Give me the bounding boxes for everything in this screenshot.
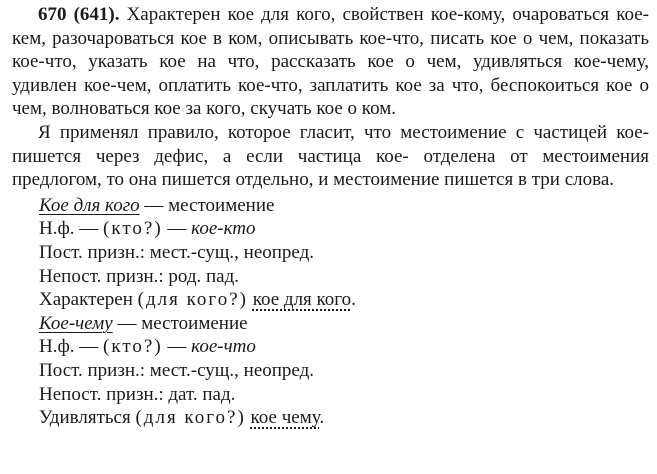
analysis-2-syntax-head: Удивляться: [39, 407, 136, 429]
analysis-2-syntax-question: (для кого?): [135, 407, 246, 429]
analysis-2-title: [39, 312, 649, 336]
analysis-1-syntax-end: .: [351, 289, 356, 311]
exercise-task-text: Характерен кое для кого, свойствен кое-кому, очароваться кое-кем, разочароваться кое в ком, описывать кое-что, писать кое о чем, показать кое-что, указать кое на что, рассказать кое о чем, удивляться кое-чему, удивлен кое-чем, оплатить кое-что, заплатить кое за что, беспокоиться кое о чем, волноваться кое за кого, скучать кое о ком.: [12, 4, 650, 120]
analysis-1-nf-form: кое-кто: [191, 218, 256, 240]
analysis-1-nf-question: (кто?): [103, 218, 163, 240]
analysis-2-pos: — местоимение: [112, 312, 248, 334]
analysis-1-syntax-question: (для кого?): [137, 289, 248, 311]
analysis-1-nf-label: Н.ф. —: [39, 218, 104, 240]
analysis-2-nf-label: Н.ф. —: [39, 336, 104, 358]
analysis-2-syntax: [39, 406, 649, 430]
analysis-1-syntax: [39, 288, 649, 312]
analysis-1-variable-features: Непост. призн.: род. пад.: [39, 265, 240, 287]
analysis-1-initial-form: [39, 217, 649, 241]
analysis-2-variable-features: Непост. призн.: дат. пад.: [39, 383, 236, 405]
analysis-2-word: Кое-чему: [39, 312, 113, 334]
analysis-1-nf-dash: —: [162, 218, 192, 240]
analysis-2-syntax-end: .: [319, 407, 325, 429]
rule-paragraph: Я применял правило, которое гласит, что местоимение с частицей кое- пишется через дефис, а если частица кое- отделена от местоимения предлогом, то она пишется отдельно, и местоимение пишется в три слова.: [12, 121, 649, 191]
exercise-number: 670 (641).: [38, 4, 120, 25]
analysis-1-constant-features: Пост. призн.: мест.-сущ., неопред.: [39, 241, 315, 263]
analysis-2-nf-form: кое-что: [191, 336, 256, 358]
analysis-1-pos: — местоимение: [139, 194, 275, 216]
analysis-2-nf-dash: —: [162, 336, 192, 358]
analysis-2-nf-question: (кто?): [103, 336, 163, 358]
analysis-2-initial-form: [39, 335, 649, 359]
analysis-2-syntax-word: кое чему: [250, 407, 320, 429]
analysis-block-1: [12, 194, 649, 312]
analysis-1-syntax-head: Характерен: [39, 289, 138, 311]
exercise-paragraph: [12, 3, 649, 121]
analysis-1-syntax-word: кое для кого: [252, 289, 352, 311]
analysis-1-word: Кое для кого: [39, 194, 140, 216]
analysis-1-title: [39, 194, 649, 218]
analysis-2-constant-features: Пост. призн.: мест.-сущ., неопред.: [39, 359, 315, 381]
analysis-block-2: [12, 312, 649, 430]
